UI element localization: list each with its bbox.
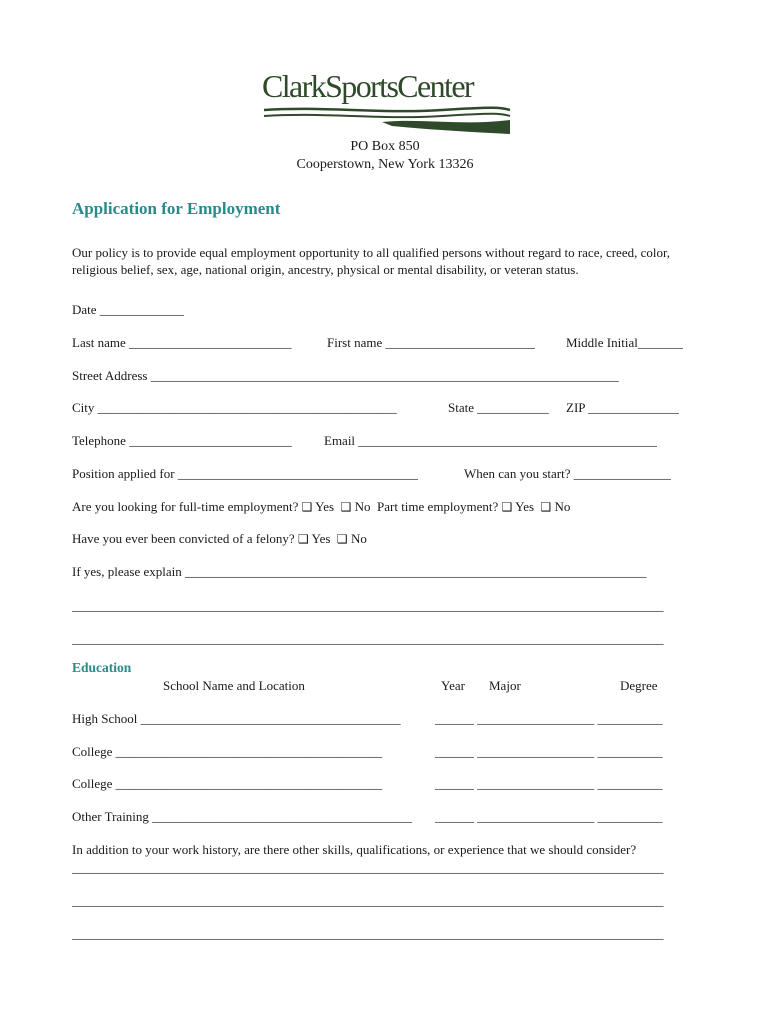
- date-field[interactable]: Date _____________: [72, 302, 185, 317]
- other-training-details[interactable]: ______ __________________ __________: [435, 809, 663, 824]
- position-field[interactable]: Position applied for _____________________________________: [72, 466, 419, 481]
- fulltime-yes-checkbox-icon[interactable]: ❑: [301, 500, 313, 514]
- fulltime-no-checkbox-icon[interactable]: ❑: [340, 500, 352, 514]
- college-1-field[interactable]: College _________________________________________: [72, 744, 383, 759]
- explain-field[interactable]: If yes, please explain _______________________________________________________________________: [72, 564, 647, 579]
- fulltime-yes-label: Yes: [315, 499, 335, 514]
- parttime-yes-checkbox-icon[interactable]: ❑: [501, 500, 513, 514]
- education-heading: Education: [72, 660, 132, 675]
- additional-blank-line-2[interactable]: ___________________________________________________________________________________________: [72, 893, 664, 908]
- first-name-field[interactable]: First name _______________________: [327, 335, 535, 350]
- explain-blank-line-2[interactable]: ___________________________________________________________________________________________: [72, 631, 664, 646]
- fulltime-question: Are you looking for full-time employment?: [72, 499, 299, 514]
- high-school-field[interactable]: High School ________________________________________: [72, 711, 401, 726]
- felony-no-label: No: [350, 531, 367, 546]
- additional-blank-line-3[interactable]: ___________________________________________________________________________________________: [72, 926, 664, 941]
- college-1-details[interactable]: ______ __________________ __________: [435, 744, 663, 759]
- email-field[interactable]: Email ______________________________________________: [324, 433, 658, 448]
- parttime-question: Part time employment?: [377, 499, 499, 514]
- logo-waves-icon: [262, 104, 512, 136]
- address-line-2: Cooperstown, New York 13326: [296, 157, 474, 172]
- policy-statement: Our policy is to provide equal employment opportunity to all qualified persons without regard to race, creed, color, religious belief, sex, age, national origin, ancestry, physical or mental disability, or veteran status.: [72, 245, 671, 277]
- telephone-field[interactable]: Telephone _________________________: [72, 433, 292, 448]
- state-field[interactable]: State ___________: [448, 400, 549, 415]
- employment-type-row: [72, 499, 570, 515]
- start-date-field[interactable]: When can you start? _______________: [464, 466, 672, 481]
- felony-yes-checkbox-icon[interactable]: ❑: [297, 532, 309, 546]
- zip-field[interactable]: ZIP ______________: [566, 400, 680, 415]
- col-school-header: School Name and Location: [163, 678, 305, 693]
- explain-blank-line-1[interactable]: ___________________________________________________________________________________________: [72, 598, 664, 613]
- college-2-details[interactable]: ______ __________________ __________: [435, 776, 663, 791]
- parttime-no-checkbox-icon[interactable]: ❑: [540, 500, 552, 514]
- felony-yes-label: Yes: [311, 531, 331, 546]
- college-2-field[interactable]: College _________________________________________: [72, 776, 383, 791]
- felony-row: [72, 531, 367, 547]
- address-line-1: PO Box 850: [350, 139, 420, 154]
- col-year-header: Year: [441, 678, 465, 693]
- felony-no-checkbox-icon[interactable]: ❑: [336, 532, 348, 546]
- other-training-field[interactable]: Other Training ________________________________________: [72, 809, 413, 824]
- page-title: Application for Employment: [72, 199, 281, 218]
- middle-initial-field[interactable]: Middle Initial_______: [566, 335, 684, 350]
- parttime-no-label: No: [554, 499, 571, 514]
- additional-question: In addition to your work history, are there other skills, qualifications, or experience that we should consider?: [72, 842, 637, 857]
- col-degree-header: Degree: [620, 678, 658, 693]
- fulltime-no-label: No: [354, 499, 371, 514]
- city-field[interactable]: City ______________________________________________: [72, 400, 397, 415]
- parttime-yes-label: Yes: [515, 499, 535, 514]
- high-school-details[interactable]: ______ __________________ __________: [435, 711, 663, 726]
- logo-wordmark: ClarkSportsCenter: [262, 68, 473, 104]
- felony-question: Have you ever been convicted of a felony?: [72, 531, 295, 546]
- col-major-header: Major: [489, 678, 521, 693]
- additional-blank-line-1[interactable]: ___________________________________________________________________________________________: [72, 860, 664, 875]
- street-address-field[interactable]: Street Address ________________________________________________________________________: [72, 368, 619, 383]
- last-name-field[interactable]: Last name _________________________: [72, 335, 292, 350]
